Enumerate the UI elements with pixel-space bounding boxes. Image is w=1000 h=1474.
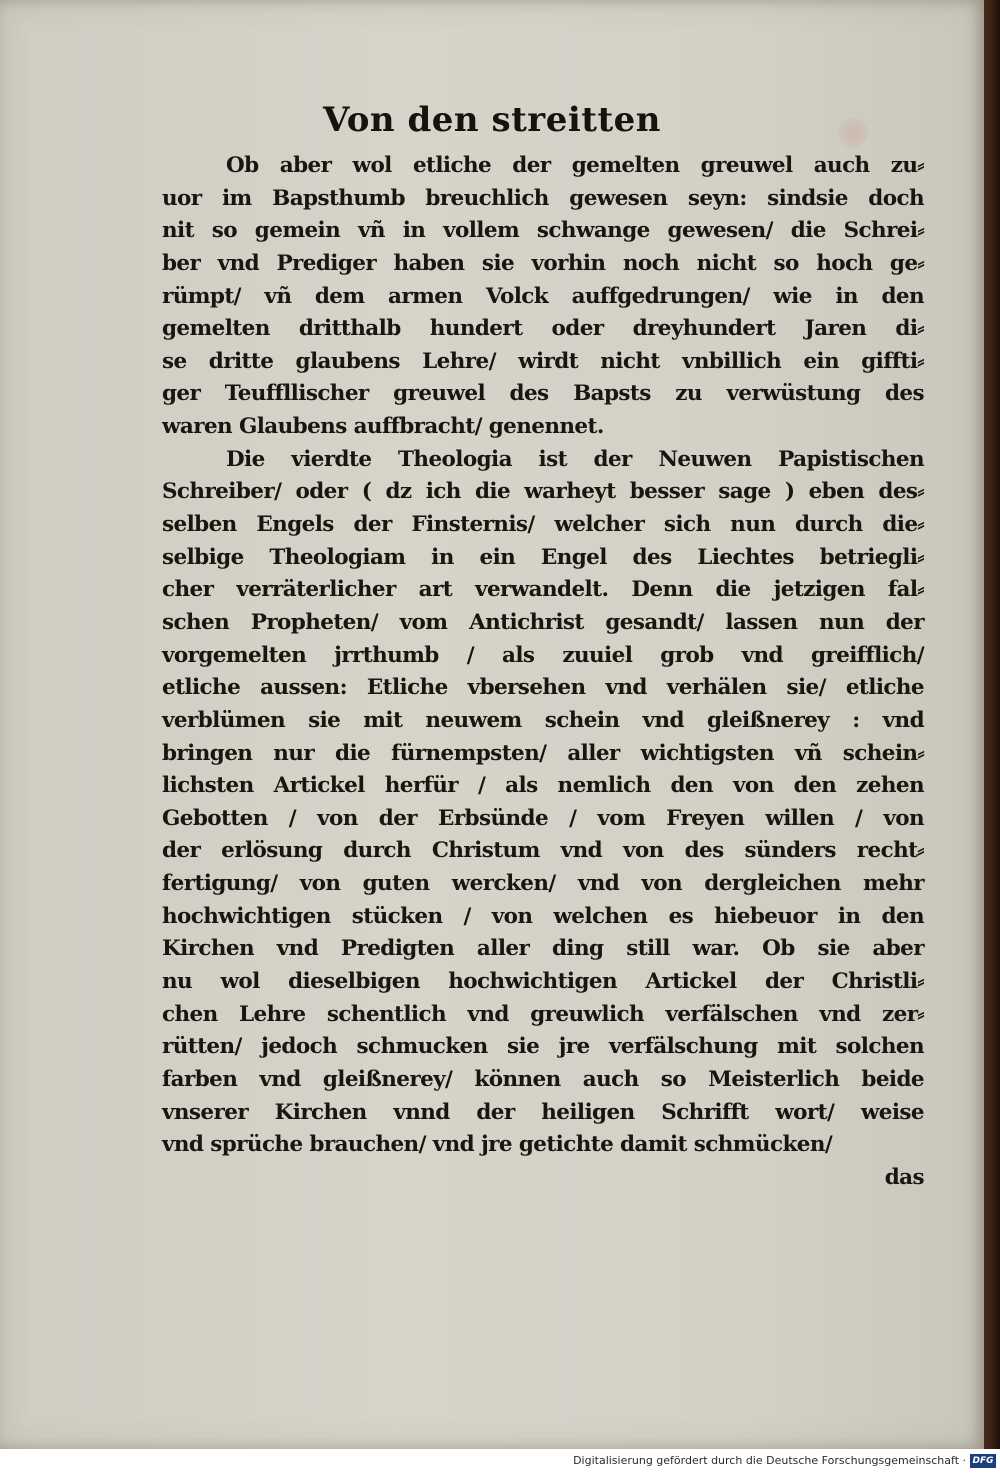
text-line: vnserer Kirchen vnnd der heiligen Schrifft wort/ weise — [162, 1099, 924, 1125]
book-binding-edge — [984, 0, 1000, 1449]
footer-bar — [0, 1449, 1000, 1474]
text-line: fertigung/ von guten wercken/ vnd von dergleichen mehr — [162, 871, 924, 897]
text-line: selben Engels der Finsternis/ welcher sich nun durch die⸗ — [162, 512, 924, 538]
dfg-logo-icon: DFG — [970, 1454, 996, 1468]
text-line: ger Teuffllischer greuwel des Bapsts zu verwüstung des — [162, 381, 924, 407]
text-line: waren Glaubens auffbracht/ genennet. — [162, 414, 604, 440]
text-line: Kirchen vnd Predigten aller ding still war. Ob sie aber — [162, 936, 924, 962]
text-line: ber vnd Prediger haben sie vorhin noch nicht so hoch ge⸗ — [162, 250, 924, 276]
text-line: Die vierdte Theologia ist der Neuwen Papistischen — [226, 446, 924, 472]
text-line: Schreiber/ oder ( dz ich die warheyt besser sage ) eben des⸗ — [162, 479, 924, 505]
text-line: nu wol dieselbigen hochwichtigen Artickel der Christli⸗ — [162, 969, 924, 995]
text-line: Ob aber wol etliche der gemelten greuwel auch zu⸗ — [226, 153, 924, 178]
text-line: nit so gemein vñ in vollem schwange gewesen/ die Schrei⸗ — [162, 218, 924, 244]
text-line: der erlösung durch Christum vnd von des sünders recht⸗ — [162, 838, 924, 864]
text-line: lichsten Artickel herfür / als nemlich den von den zehen — [162, 773, 924, 799]
text-line: cher verräterlicher art verwandelt. Denn die jetzigen fal⸗ — [162, 577, 924, 603]
running-heading: Von den streitten — [322, 100, 662, 140]
text-line: chen Lehre schentlich vnd greuwlich verfälschen vnd zer⸗ — [162, 1001, 924, 1027]
text-line: Gebotten / von der Erbsünde / vom Freyen willen / von — [162, 805, 924, 831]
text-line: uor im Bapsthumb breuchlich gewesen seyn: sindsie doch — [162, 185, 924, 211]
text-line: hochwichtigen stücken / von welchen es hiebeuor in den — [162, 903, 924, 929]
body-text — [162, 150, 924, 1195]
text-line: vorgemelten jrrthumb / als zuuiel grob vnd greifflich/ — [162, 642, 924, 668]
catchword: das — [884, 1164, 924, 1190]
text-line: rütten/ jedoch schmucken sie jre verfälschung mit solchen — [162, 1034, 924, 1060]
text-line: etliche aussen: Etliche vbersehen vnd verhälen sie/ etliche — [162, 675, 924, 701]
text-line: farben vnd gleißnerey/ können auch so Meisterlich beide — [162, 1066, 924, 1092]
text-line: vnd sprüche brauchen/ vnd jre getichte damit schmücken/ — [162, 1132, 833, 1158]
text-line: selbige Theologiam in ein Engel des Liechtes betriegli⸗ — [162, 544, 924, 570]
text-line: gemelten dritthalb hundert oder dreyhundert Jaren di⸗ — [162, 316, 924, 342]
text-line: verblümen sie mit neuwem schein vnd gleißnerey : vnd — [162, 707, 924, 733]
text-line: schen Propheten/ vom Antichrist gesandt/ lassen nun der — [162, 609, 924, 635]
text-line: rümpt/ vñ dem armen Volck auffgedrungen/ wie in den — [162, 283, 924, 309]
text-line: bringen nur die fürnempsten/ aller wichtigsten vñ schein⸗ — [162, 740, 924, 766]
text-line: se dritte glaubens Lehre/ wirdt nicht vnbillich ein giffti⸗ — [162, 348, 924, 374]
funding-credit: Digitalisierung gefördert durch die Deutsche Forschungsgemeinschaft · — [573, 1454, 966, 1467]
